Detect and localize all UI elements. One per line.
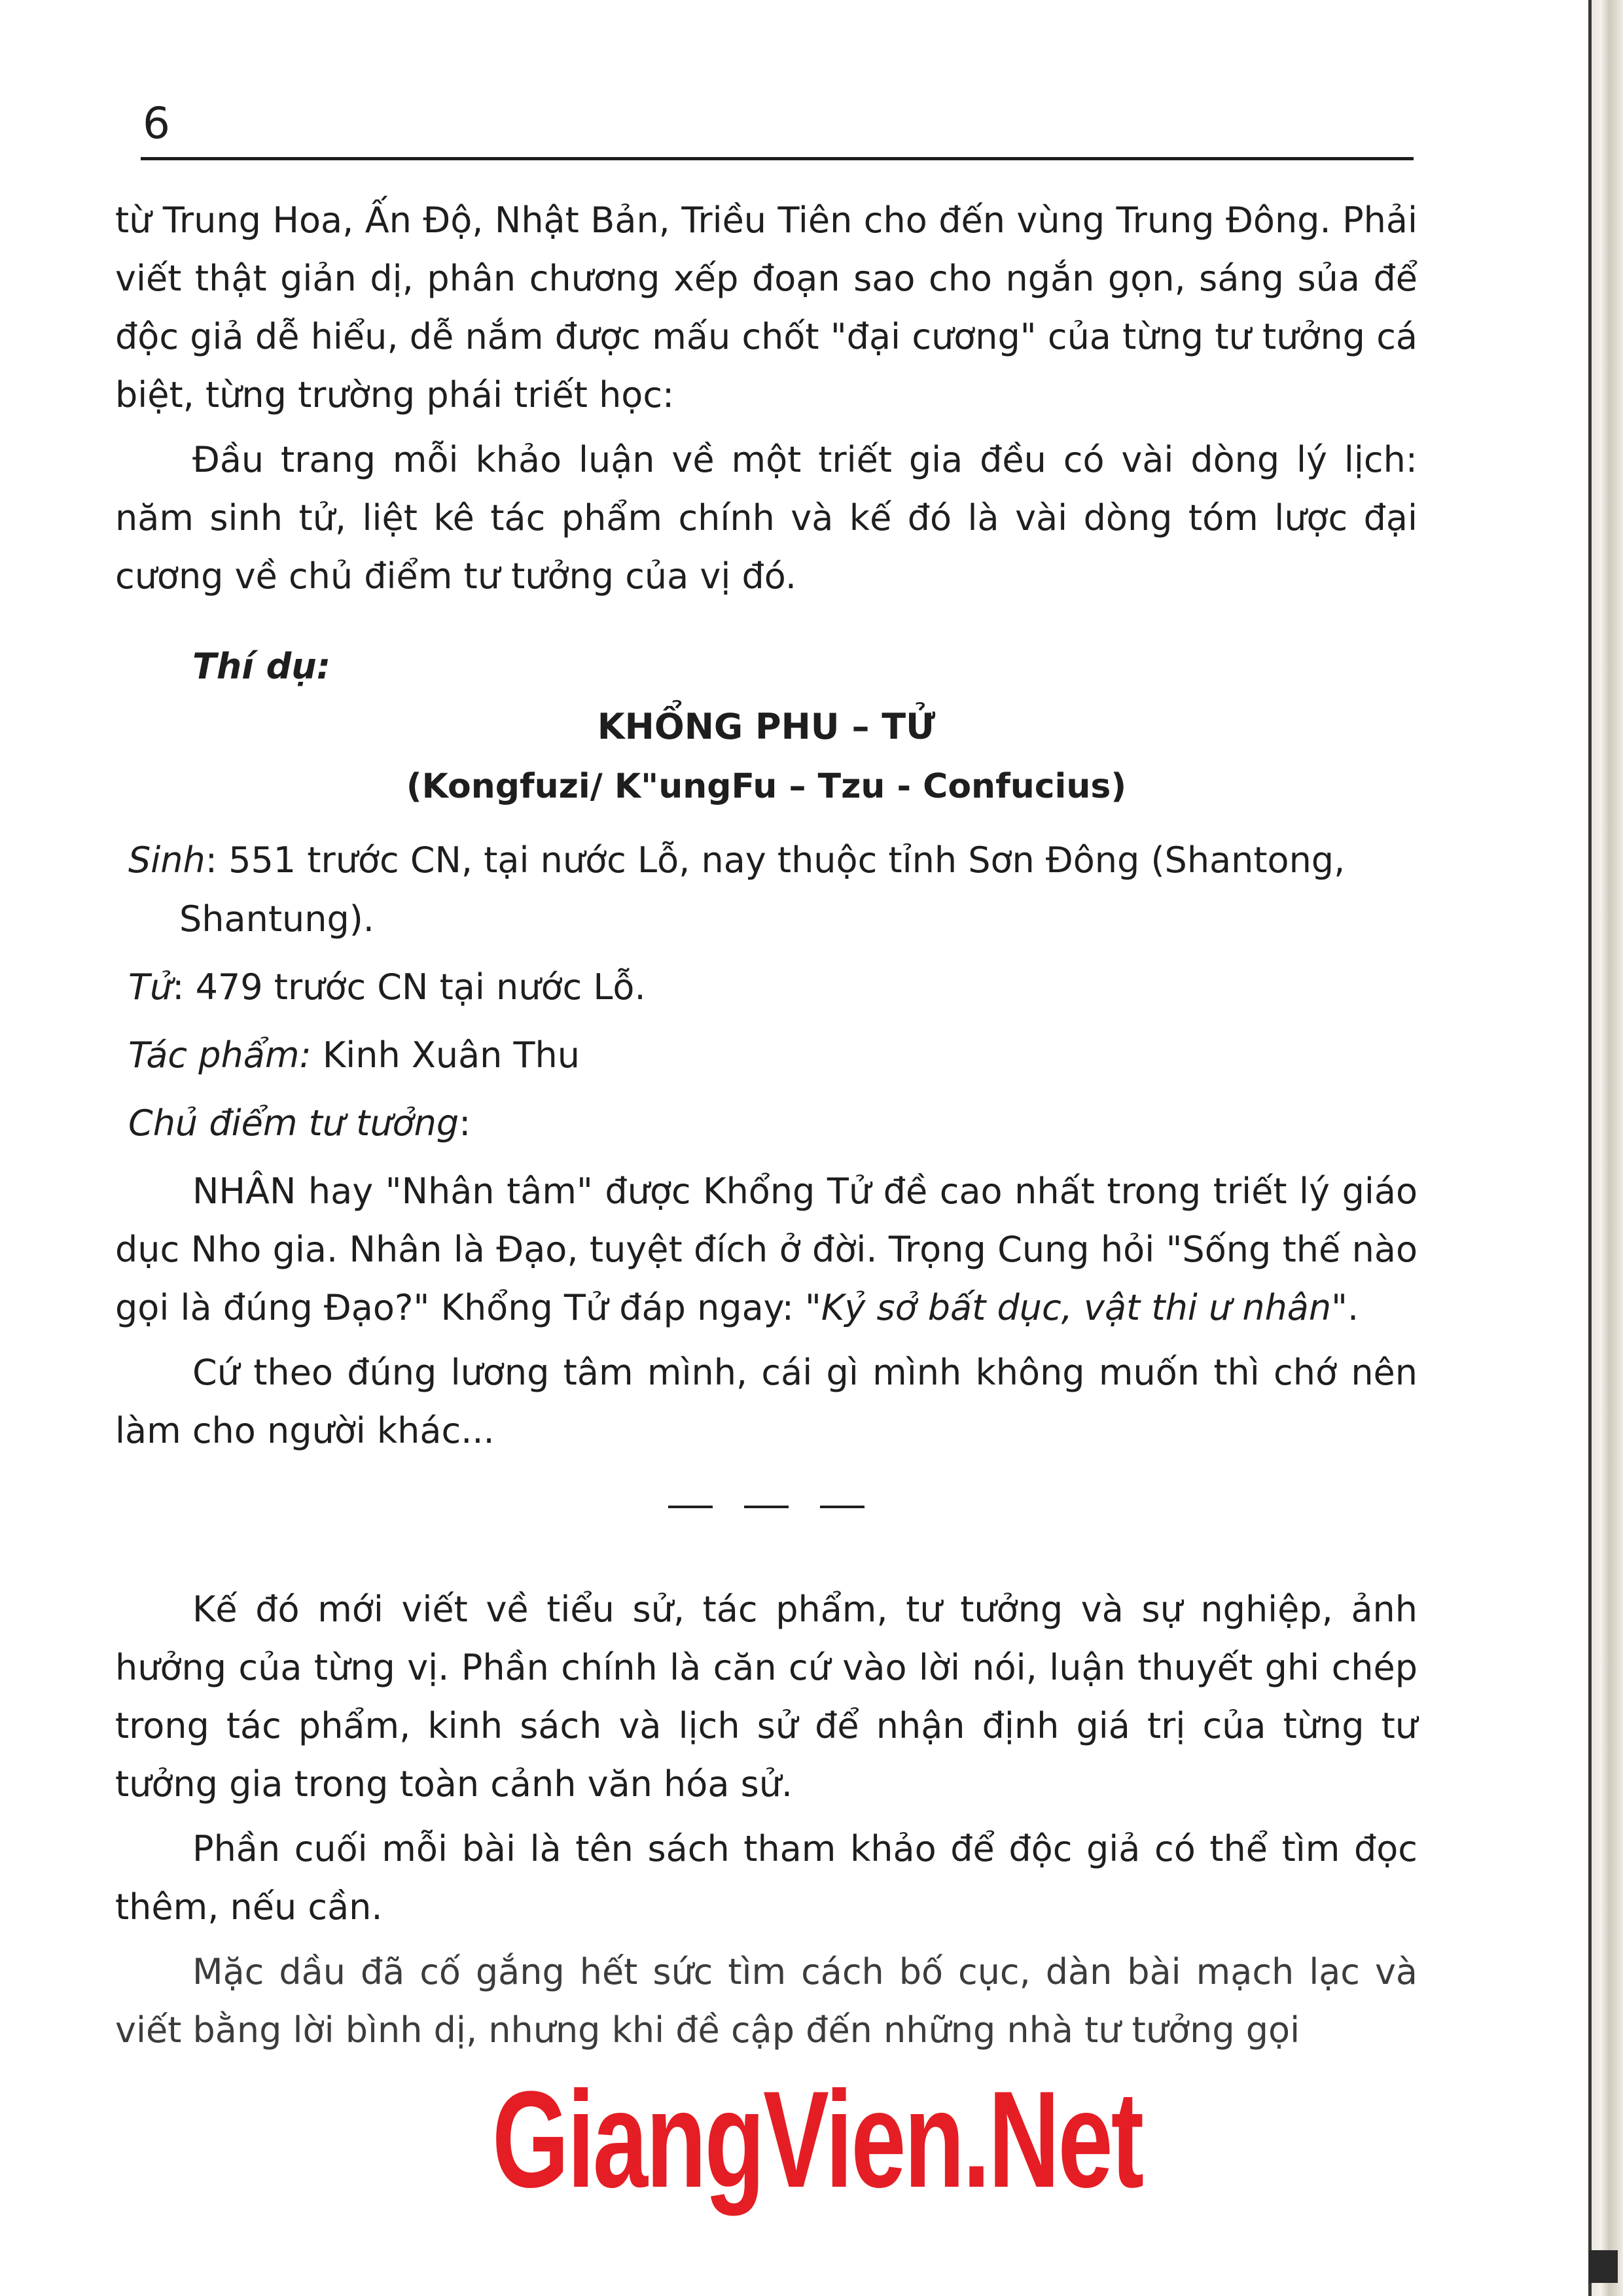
separator-dash (668, 1506, 713, 1508)
binding-line (1588, 0, 1592, 2296)
paragraph-thought-main (115, 1162, 1418, 1337)
thought-colon: : (459, 1103, 471, 1144)
watermark-text: GiangVien.Net (492, 2062, 1143, 2216)
paragraph-intro: từ Trung Hoa, Ấn Độ, Nhật Bản, Triều Tiên cho đến vùng Trung Đông. Phải viết thật giản dị, phân chương xếp đoạn sao cho ngắn gọn, sáng sủa để độc giả dễ hiểu, dễ nắm được mấu chốt "đại cương" của từng tư tưởng cá biệt, từng trường phái triết học: (115, 200, 1418, 415)
works-label: Tác phẩm: (128, 1034, 312, 1076)
corner-mark (1589, 2250, 1618, 2283)
thought-field (128, 1094, 1418, 1153)
page-body (115, 191, 1418, 2066)
thought-text-end: ". (1331, 1287, 1359, 1328)
page-number: 6 (143, 98, 170, 149)
death-label: Tử (128, 966, 173, 1008)
separator-dash (744, 1506, 789, 1508)
thought-label: Chủ điểm tư tưởng (128, 1103, 459, 1144)
birth-field (128, 831, 1418, 949)
death-text: : 479 trước CN tại nước Lỗ. (172, 966, 646, 1008)
thought-quote: Kỷ sở bất dục, vật thi ư nhân (821, 1287, 1332, 1328)
page-edge (1589, 0, 1623, 2296)
works-text: Kinh Xuân Thu (311, 1034, 580, 1076)
paragraph-references: Phần cuối mỗi bài là tên sách tham khảo để độc giả có thể tìm đọc thêm, nếu cần. (115, 1828, 1418, 1928)
entry-title: KHỔNG PHU – TỬ (597, 706, 936, 747)
entry-subtitle: (Kongfuzi/ K"ungFu – Tzu - Confucius) (406, 767, 1127, 806)
birth-text: : 551 trước CN, tại nước Lỗ, nay thuộc tỉnh Sơn Đông (Shantong, Shantung). (179, 839, 1346, 940)
header-rule (141, 157, 1414, 160)
paragraph-biography: Kế đó mới viết về tiểu sử, tác phẩm, tư tưởng và sự nghiệp, ảnh hưởng của từng vị. Phần chính là căn cứ vào lời nói, luận thuyết ghi chép trong tác phẩm, kinh sách và lịch sử để nhận định giá trị của từng tư tưởng gia trong toàn cảnh văn hóa sử. (115, 1589, 1418, 1805)
birth-label: Sinh (128, 839, 205, 881)
paragraph-closing: Mặc dầu đã cố gắng hết sức tìm cách bố cục, dàn bài mạch lạc và viết bằng lời bình dị, nhưng khi đề cập đến những nhà tư tưởng gọi (115, 1951, 1418, 2051)
separator-dash (820, 1506, 865, 1508)
example-label: Thí dụ: (192, 646, 331, 687)
thought-text-start: NHÂN hay "Nhân tâm" được Khổng Tử đề cao nhất trong triết lý giáo dục Nho gia. Nhân là Đạo, tuyệt đích ở đời. Trọng Cung hỏi "Sống thế nào gọi là đúng Đạo?" Khổng Tử đáp ngay: " (115, 1171, 1418, 1328)
section-separator (115, 1506, 1418, 1508)
paragraph-thought-explain: Cứ theo đúng lương tâm mình, cái gì mình không muốn thì chớ nên làm cho người khác... (115, 1352, 1418, 1451)
paragraph-header-description: Đầu trang mỗi khảo luận về một triết gia đều có vài dòng lý lịch: năm sinh tử, liệt kê tác phẩm chính và kế đó là vài dòng tóm lược đại cương về chủ điểm tư tưởng của vị đó. (115, 439, 1418, 597)
death-field (128, 958, 1418, 1017)
works-field (128, 1026, 1418, 1085)
